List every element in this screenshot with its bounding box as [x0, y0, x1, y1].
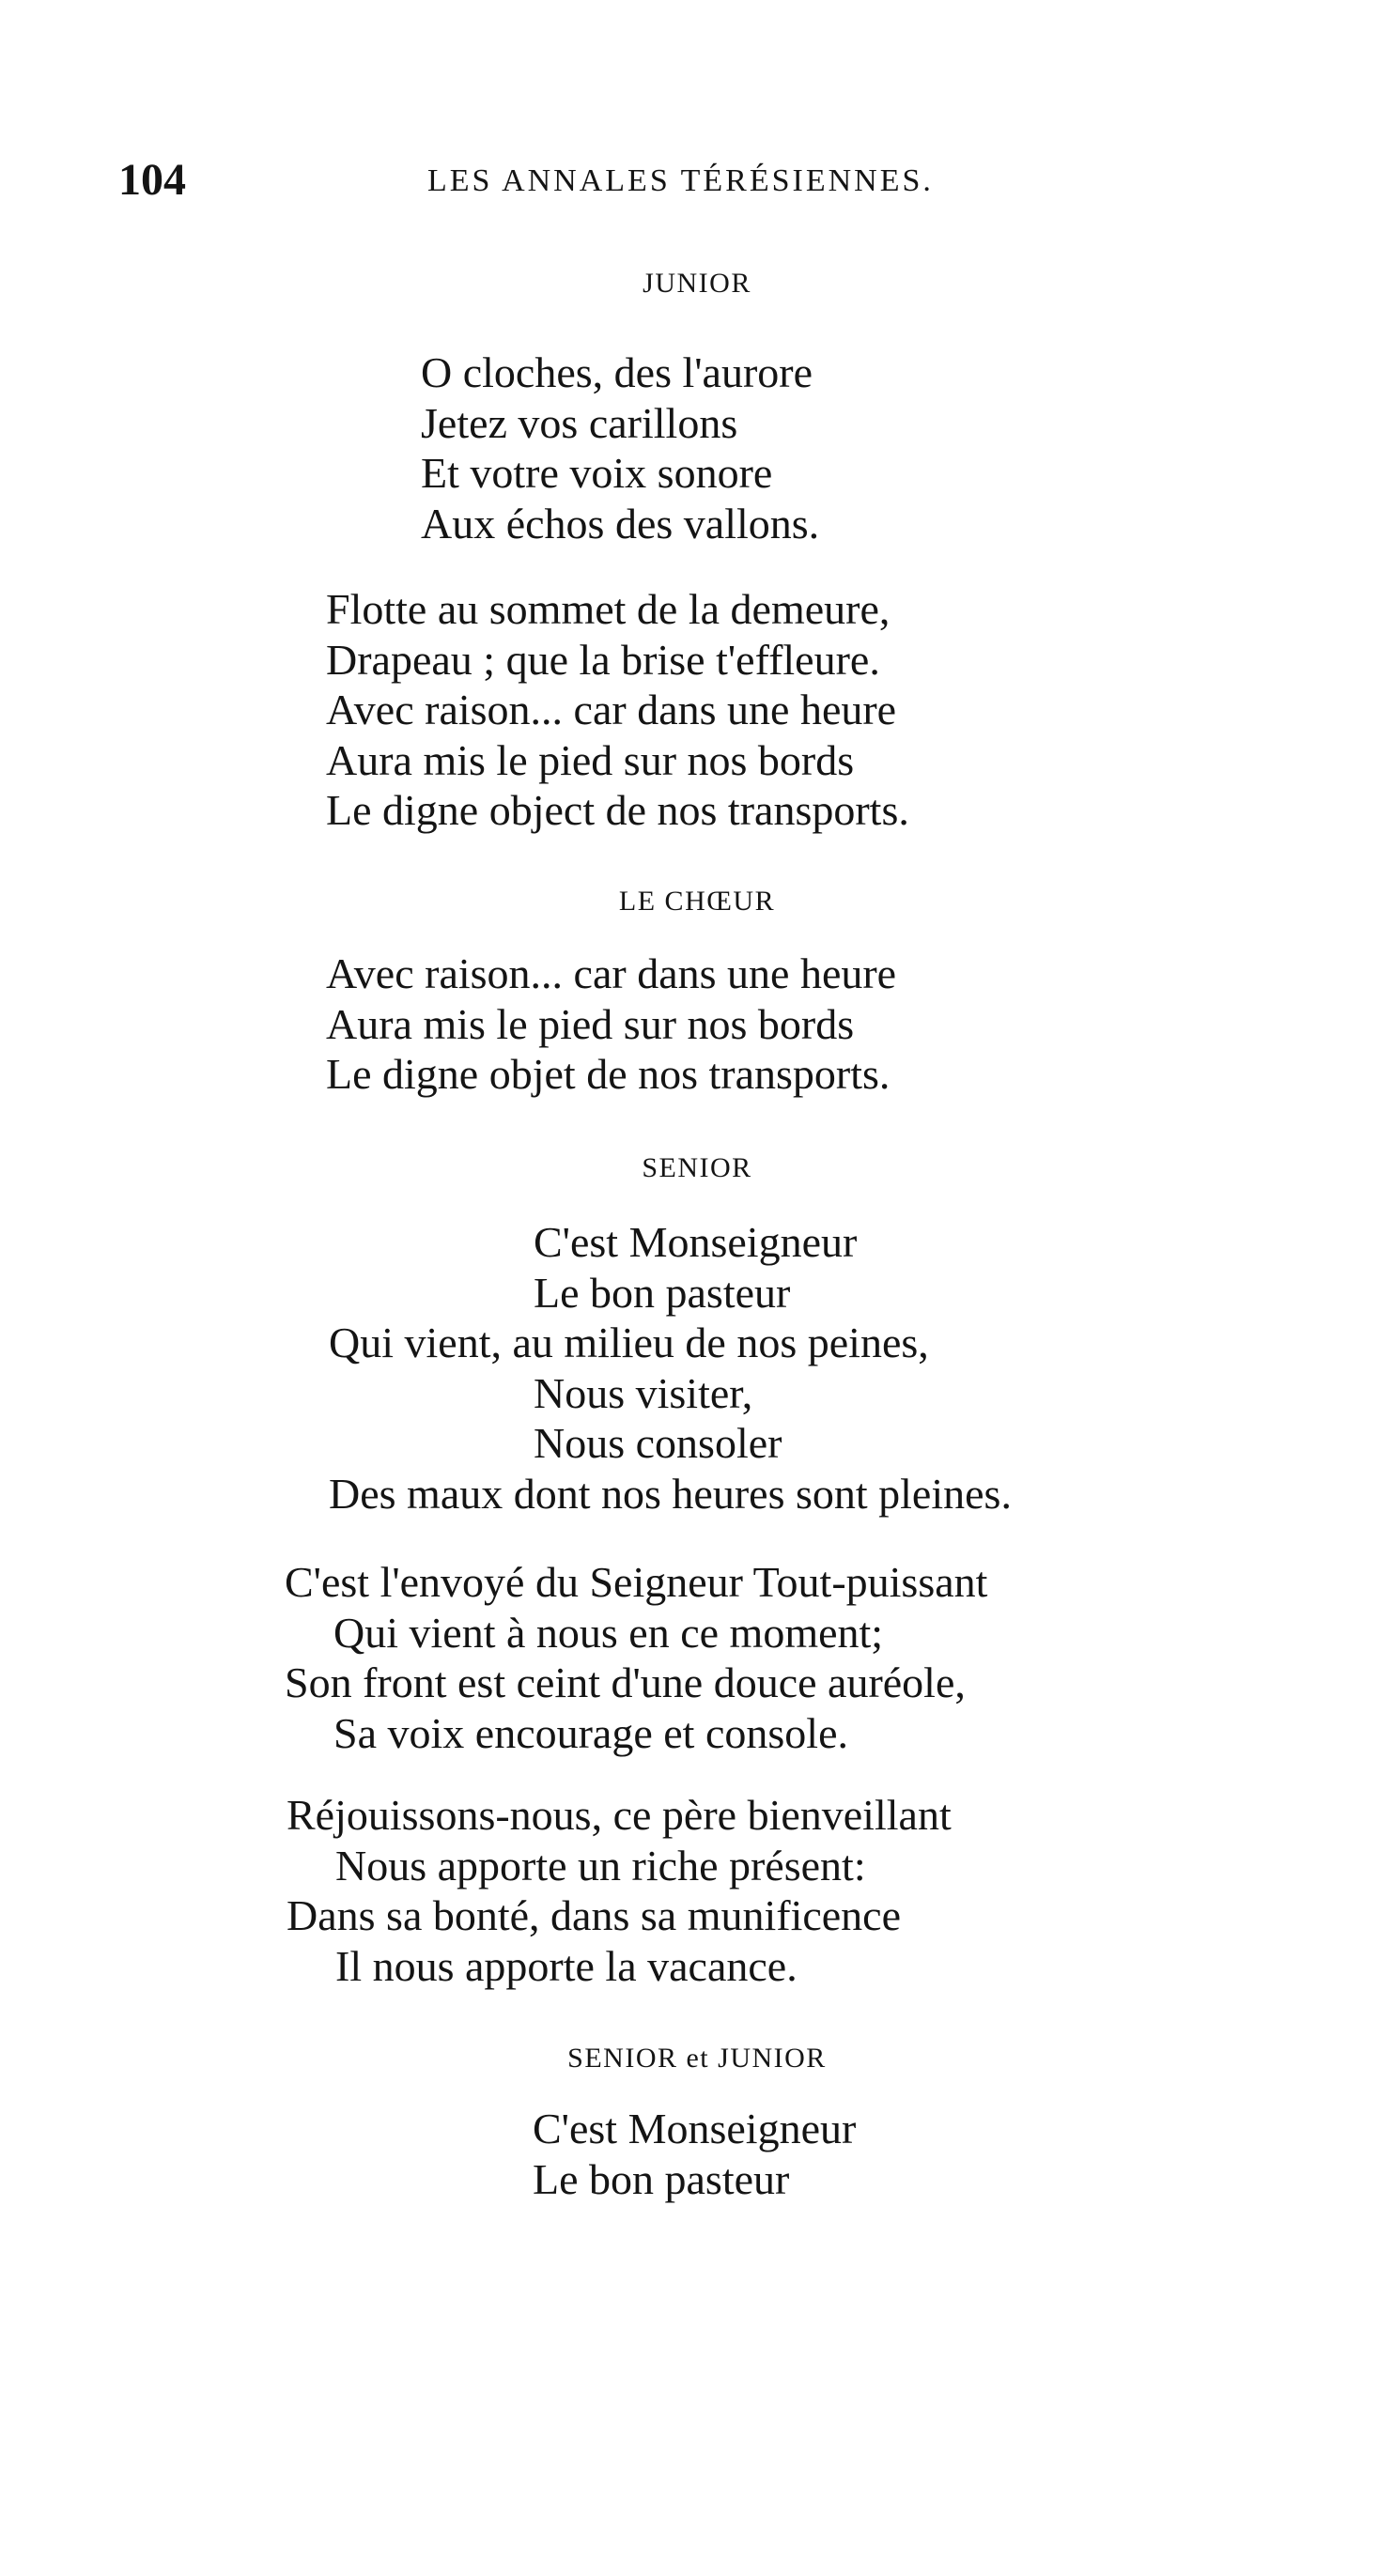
stanza	[533, 2104, 856, 2204]
verse-line: Nous visiter,	[534, 1368, 753, 1417]
verse-line: Qui vient à nous en ce moment;	[333, 1608, 884, 1657]
verse-line: Dans sa bonté, dans sa munificence	[287, 1891, 902, 1939]
verse-line: Nous consoler	[534, 1419, 782, 1467]
speaker-heading: SENIOR et JUNIOR	[567, 2043, 827, 2074]
verse-line: Nous apporte un riche présent:	[335, 1841, 866, 1890]
verse-line: Drapeau ; que la brise t'effleure.	[326, 635, 880, 684]
verse-line: Son front est ceint d'une douce auréole,	[285, 1658, 966, 1706]
verse-line: Il nous apporte la vacance.	[335, 1941, 798, 1990]
verse-line: Flotte au sommet de la demeure,	[326, 585, 891, 633]
stanza	[329, 1217, 1012, 1519]
verse-line: Jetez vos carillons	[421, 398, 738, 447]
stanza	[421, 347, 819, 548]
verse-line: Et votre voix sonore	[421, 449, 773, 497]
page-header	[0, 152, 1394, 208]
verse-line: Aux échos des vallons.	[421, 499, 820, 548]
stanza	[326, 584, 909, 836]
verse-line: Sa voix encourage et console.	[333, 1708, 848, 1757]
verse-line: Le bon pasteur	[533, 2154, 790, 2203]
speaker-heading: SENIOR	[642, 1152, 752, 1183]
stanza	[285, 1557, 987, 1758]
verse-line: O cloches, des l'aurore	[421, 348, 813, 396]
verse-line: Réjouissons-nous, ce père bienveillant	[287, 1791, 952, 1839]
verse-line: Des maux dont nos heures sont pleines.	[329, 1469, 1012, 1518]
verse-line: C'est Monseigneur	[534, 1218, 858, 1266]
verse-line: Avec raison... car dans une heure	[326, 686, 897, 733]
verse-line: C'est Monseigneur	[533, 2105, 857, 2152]
verse-line: Le digne objet de nos transports.	[326, 1050, 891, 1098]
stanza	[287, 1790, 952, 1991]
verse-line: Aura mis le pied sur nos bords	[326, 735, 855, 784]
verse-line: Le bon pasteur	[534, 1268, 791, 1317]
speaker-heading: LE CHŒUR	[618, 886, 776, 917]
verse-line: Avec raison... car dans une heure	[326, 949, 897, 997]
verse-line: C'est l'envoyé du Seigneur Tout-puissant	[285, 1558, 988, 1606]
speaker-heading: JUNIOR	[643, 268, 751, 299]
page-number: 104	[118, 155, 186, 205]
verse-line: Le digne object de nos transports.	[326, 786, 909, 834]
stanza	[326, 949, 896, 1100]
running-title: LES ANNALES TÉRÉSIENNES.	[427, 163, 934, 198]
verse-line: Qui vient, au milieu de nos peines,	[329, 1319, 929, 1366]
verse-line: Aura mis le pied sur nos bords	[326, 999, 855, 1048]
